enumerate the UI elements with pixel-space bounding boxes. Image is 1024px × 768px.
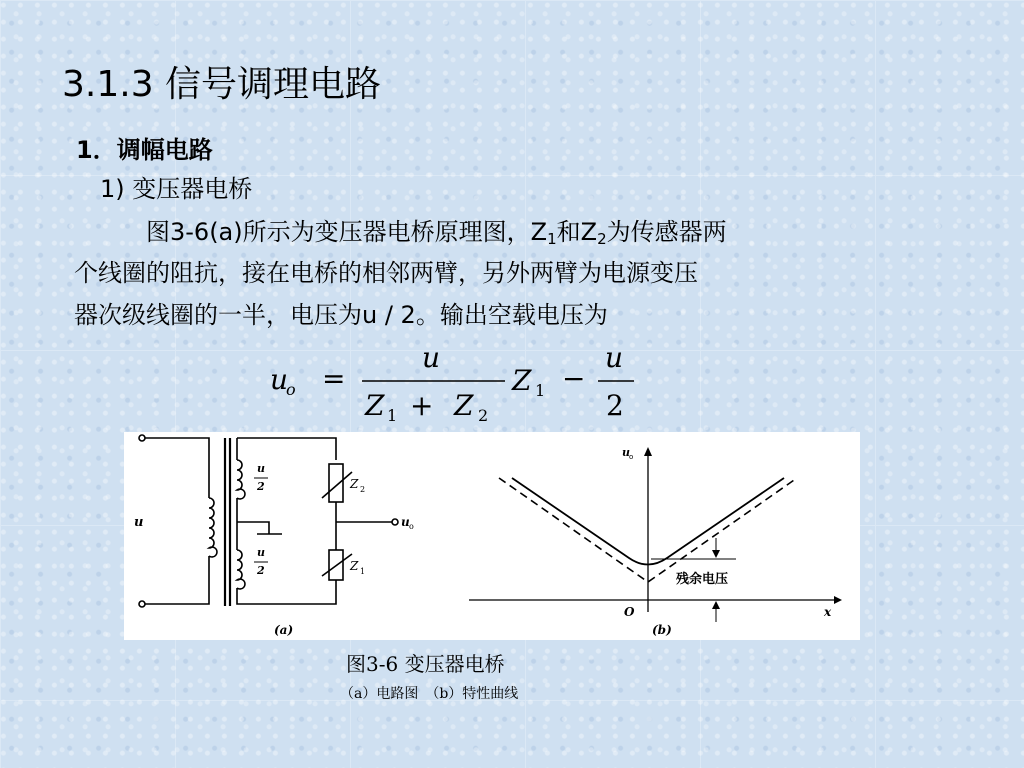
z2-impedance — [329, 464, 343, 502]
formula-minus: − — [562, 362, 586, 395]
y-axis-arrow-icon — [644, 447, 652, 456]
arrow-down-icon — [712, 550, 720, 558]
variable-arrow-icon — [322, 554, 352, 576]
residual-voltage-label: 残余电压 — [676, 572, 729, 587]
subsection-heading: 1) 变压器电桥 — [100, 175, 253, 203]
panel-a-label: (a) — [274, 623, 294, 637]
half-voltage-bottom-den: 2 — [257, 564, 265, 577]
center-tap-wire — [237, 522, 269, 534]
figure-3-6 — [124, 432, 860, 640]
wire — [237, 580, 336, 604]
output-voltage-formula — [262, 343, 642, 423]
half-voltage-bottom-num: u — [257, 546, 265, 559]
formula-frac1-den-z1-sub: 1 — [387, 406, 398, 423]
arrow-up-icon — [712, 601, 720, 609]
paragraph-text: 和Z — [556, 218, 598, 246]
wire — [237, 438, 336, 460]
output-voltage-label-sub: o — [409, 522, 414, 531]
panel-b-label: (b) — [652, 623, 672, 637]
z2-label-sub: 2 — [360, 485, 366, 494]
paragraph-line-3: 器次级线圈的一半，电压为u / 2。输出空载电压为 — [74, 301, 608, 329]
output-voltage-label: u — [401, 515, 410, 529]
input-voltage-label: u — [134, 515, 144, 530]
formula-equals: = — [322, 362, 346, 395]
formula-frac2-den: 2 — [606, 389, 624, 422]
formula-lhs: u — [270, 363, 289, 396]
output-terminal — [392, 519, 398, 525]
figure-caption: 图3-6 变压器电桥 — [346, 652, 505, 676]
slide-title: 3.1.3 信号调理电路 — [62, 64, 382, 105]
terminal — [139, 435, 145, 441]
secondary-coil-bottom — [237, 550, 245, 589]
half-voltage-top-num: u — [257, 462, 265, 475]
formula-frac1-den-z2-sub: 2 — [478, 406, 489, 423]
formula-frac1-num: u — [422, 343, 441, 374]
wire — [145, 556, 209, 604]
wire — [145, 438, 209, 498]
subscript: 2 — [597, 230, 607, 248]
y-axis-label-sub: o — [629, 453, 634, 461]
paragraph-text: 为传感器两 — [606, 218, 727, 246]
z1-label-sub: 1 — [360, 567, 366, 576]
subscript: 1 — [547, 230, 557, 248]
paragraph-text: 图3-6(a)所示为变压器电桥原理图，Z — [146, 218, 548, 246]
variable-arrow-icon — [322, 472, 352, 498]
formula-z1: Z — [512, 364, 532, 397]
z1-label: Z — [350, 559, 359, 573]
x-axis-label: x — [824, 605, 832, 619]
y-axis-label: u — [622, 446, 630, 459]
formula-frac2-num: u — [605, 343, 624, 374]
origin-label: O — [624, 605, 635, 619]
secondary-coil-top — [237, 460, 245, 499]
primary-coil — [209, 498, 217, 557]
terminal — [139, 601, 145, 607]
section-heading: 1．调幅电路 — [76, 136, 213, 164]
figure-subcaption: （a）电路图 （b）特性曲线 — [340, 686, 519, 702]
half-voltage-top-den: 2 — [257, 480, 265, 493]
formula-frac1-den-z2: Z — [454, 389, 474, 422]
formula-frac1-den-z1: Z — [365, 389, 385, 422]
formula-z1-sub: 1 — [535, 381, 546, 400]
z2-label: Z — [350, 477, 359, 491]
paragraph-line-1 — [146, 212, 727, 247]
formula-plus: + — [410, 389, 434, 422]
x-axis-arrow-icon — [834, 596, 842, 604]
formula-lhs-sub: o — [286, 380, 296, 399]
paragraph-line-2: 个线圈的阻抗，接在电桥的相邻两臂，另外两臂为电源变压 — [74, 259, 698, 287]
circuit-diagram — [139, 435, 398, 607]
characteristic-curve — [469, 447, 842, 622]
